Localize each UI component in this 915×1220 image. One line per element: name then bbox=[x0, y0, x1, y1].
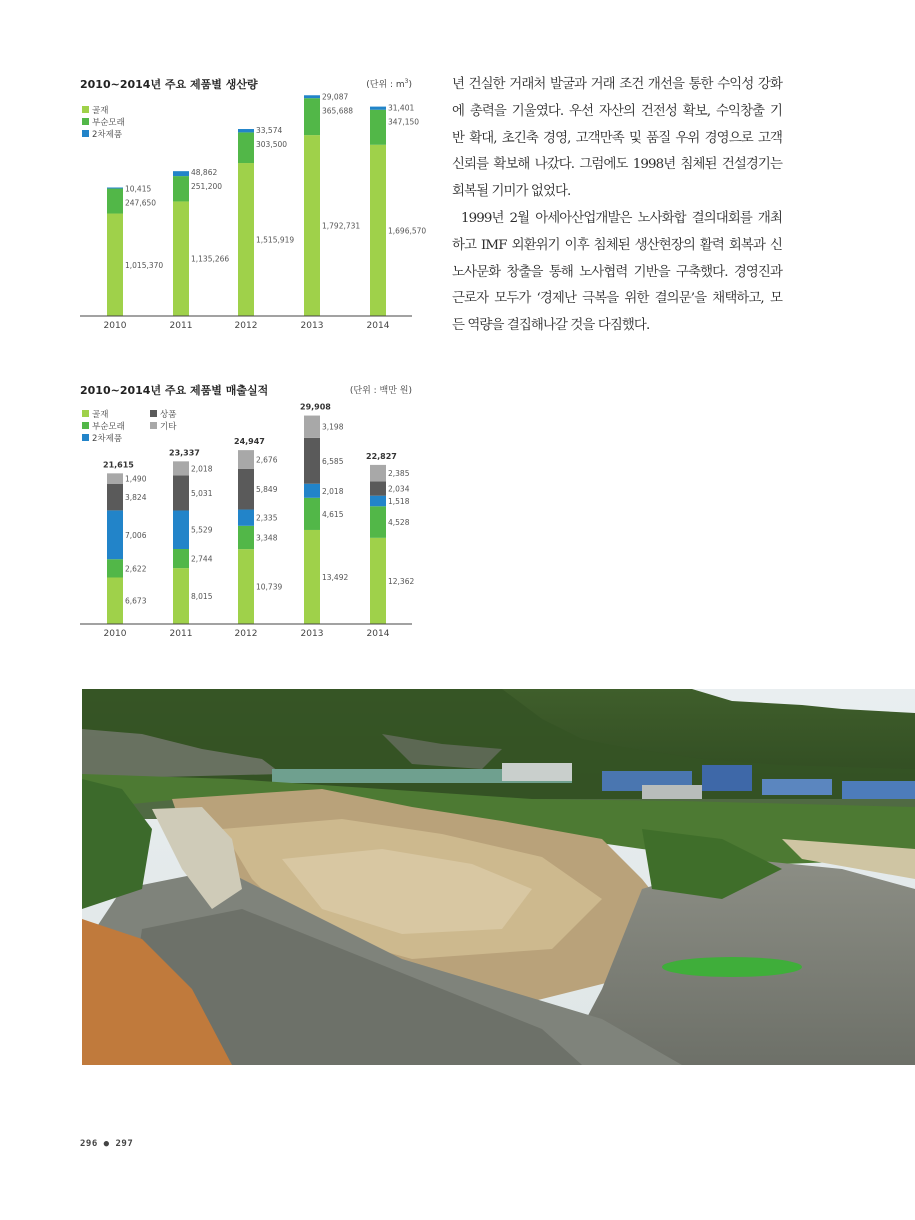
bar-stack-2012 bbox=[238, 450, 254, 624]
data-label: 1,518 bbox=[388, 496, 410, 506]
bar-segment bbox=[370, 496, 386, 507]
bar-segment bbox=[107, 484, 123, 511]
production-chart-plot bbox=[80, 76, 427, 346]
data-label: 12,362 bbox=[388, 576, 415, 586]
bar-segment bbox=[173, 201, 189, 316]
data-label: 1,015,370 bbox=[125, 260, 164, 270]
data-label: 6,585 bbox=[322, 456, 344, 466]
data-labels-2010 bbox=[125, 184, 163, 269]
bar-segment bbox=[370, 482, 386, 496]
legend-label: 상품 bbox=[160, 410, 177, 420]
data-label: 1,515,919 bbox=[256, 235, 295, 245]
legend-label: 골재 bbox=[92, 106, 109, 116]
bar-segment bbox=[238, 510, 254, 526]
bar-segment bbox=[370, 145, 386, 316]
bar-stack-2013 bbox=[304, 416, 320, 624]
data-label: 1,696,570 bbox=[388, 226, 427, 236]
data-label: 1,792,731 bbox=[322, 221, 361, 231]
data-label: 13,492 bbox=[322, 572, 349, 582]
bar-segment bbox=[370, 110, 386, 145]
data-label: 2,676 bbox=[256, 455, 278, 465]
bar-segment bbox=[107, 189, 123, 214]
bar-segment bbox=[107, 214, 123, 316]
body-line: 년 건실한 거래처 발굴과 거래 조건 개선을 통한 수익성 강화 bbox=[452, 77, 782, 92]
body-line: 근로자 모두가 ‘경제난 극복을 위한 결의문’을 채택하고, 모 bbox=[452, 291, 782, 307]
bar-segment bbox=[238, 526, 254, 549]
data-label: 48,862 bbox=[191, 168, 218, 178]
bar-segment bbox=[107, 510, 123, 559]
bar-segment bbox=[304, 416, 320, 438]
data-label: 31,401 bbox=[388, 103, 415, 113]
data-label: 2,335 bbox=[256, 513, 278, 523]
data-label: 29,087 bbox=[322, 92, 349, 102]
total-label: 21,615 bbox=[103, 460, 134, 470]
data-label: 3,348 bbox=[256, 533, 278, 543]
chart-legend bbox=[82, 105, 125, 140]
bar-segment bbox=[107, 473, 123, 483]
data-label: 4,615 bbox=[322, 509, 344, 519]
data-label: 365,688 bbox=[322, 106, 354, 116]
bar-segment bbox=[173, 171, 189, 176]
bar-segment bbox=[370, 538, 386, 624]
total-label: 23,337 bbox=[169, 448, 200, 458]
bar-segment bbox=[173, 568, 189, 624]
body-line: 든 역량을 결집해나갈 것을 다짐했다. bbox=[452, 318, 650, 334]
data-label: 1,135,266 bbox=[191, 254, 230, 264]
bar-segment bbox=[173, 549, 189, 568]
quarry-photo-illustration bbox=[82, 689, 915, 1065]
x-tick-label: 2012 bbox=[234, 321, 258, 331]
x-tick-label: 2013 bbox=[300, 321, 324, 331]
bar-segment bbox=[370, 107, 386, 110]
data-label: 303,500 bbox=[256, 140, 288, 150]
x-tick-label: 2012 bbox=[234, 629, 258, 639]
total-label: 22,827 bbox=[366, 451, 397, 461]
data-label: 247,650 bbox=[125, 198, 157, 208]
chart-unit: (단위 : 백만 원) bbox=[349, 386, 412, 396]
x-tick-label: 2010 bbox=[103, 321, 127, 331]
legend-label: 골재 bbox=[92, 410, 109, 420]
quarry-photo bbox=[82, 689, 915, 1065]
data-label: 10,739 bbox=[256, 582, 283, 592]
body-line: 하고 IMF 외환위기 이후 침체된 생산현장의 활력 회복과 신 bbox=[452, 237, 782, 253]
data-labels-2012 bbox=[256, 126, 294, 244]
x-axis-labels bbox=[104, 629, 390, 639]
body-line: 회복될 기미가 없었다. bbox=[452, 184, 571, 200]
legend-label: 2차제품 bbox=[92, 434, 123, 444]
x-tick-label: 2011 bbox=[169, 629, 193, 639]
bar-segment bbox=[304, 95, 320, 98]
bar-segment bbox=[370, 465, 386, 482]
body-line: 에 총력을 기울였다. 우선 자산의 건전성 확보, 수익창출 기 bbox=[452, 103, 782, 119]
bar-segment bbox=[304, 484, 320, 498]
legend-label: 2차제품 bbox=[92, 130, 123, 140]
legend-label: 부순모래 bbox=[92, 422, 125, 432]
bar-segment bbox=[304, 530, 320, 624]
data-label: 2,018 bbox=[322, 486, 344, 496]
data-label: 7,006 bbox=[125, 530, 147, 540]
data-label: 2,034 bbox=[388, 484, 410, 494]
bar-segment bbox=[304, 498, 320, 530]
x-tick-label: 2013 bbox=[300, 629, 324, 639]
legend-label: 기타 bbox=[160, 422, 177, 432]
x-axis-labels bbox=[104, 321, 390, 331]
data-label: 251,200 bbox=[191, 182, 223, 192]
data-label: 6,673 bbox=[125, 596, 147, 606]
bar-segment bbox=[107, 577, 123, 624]
bar-segment bbox=[107, 559, 123, 577]
chart-title: 2010~2014년 주요 제품별 매출실적 bbox=[80, 384, 269, 397]
data-label: 4,528 bbox=[388, 518, 410, 528]
data-label: 2,744 bbox=[191, 554, 213, 564]
bar-stack-2011 bbox=[173, 461, 189, 624]
data-label: 2,018 bbox=[191, 464, 213, 474]
bar-segment bbox=[107, 187, 123, 188]
bar-segment bbox=[370, 506, 386, 538]
data-label: 5,031 bbox=[191, 488, 213, 498]
bar-stack-2010 bbox=[107, 473, 123, 624]
bar-segment bbox=[238, 469, 254, 510]
bar-stack-2014 bbox=[370, 107, 386, 316]
data-label: 2,385 bbox=[388, 469, 410, 479]
x-tick-label: 2014 bbox=[366, 629, 390, 639]
data-label: 2,622 bbox=[125, 564, 147, 574]
bar-stack-2010 bbox=[107, 187, 123, 316]
x-tick-label: 2010 bbox=[103, 629, 127, 639]
body-line: 신뢰를 확보해 나갔다. 그럼에도 1998년 침체된 건설경기는 bbox=[452, 157, 782, 173]
sales-chart-plot bbox=[80, 382, 415, 652]
bar-segment bbox=[173, 475, 189, 510]
legend-swatch bbox=[150, 422, 157, 429]
data-label: 10,415 bbox=[125, 184, 152, 194]
data-labels-2014 bbox=[388, 104, 426, 236]
bar-stack-2012 bbox=[238, 129, 254, 316]
sales-chart bbox=[80, 382, 415, 639]
bar-segment bbox=[304, 98, 320, 135]
legend-swatch bbox=[150, 410, 157, 417]
legend-swatch bbox=[82, 118, 89, 125]
data-labels-2011 bbox=[191, 168, 229, 264]
bar-segment bbox=[238, 129, 254, 132]
bar-stack-2014 bbox=[370, 465, 386, 624]
total-label: 24,947 bbox=[234, 437, 265, 447]
bar-segment bbox=[304, 135, 320, 316]
chart-legend bbox=[82, 409, 177, 444]
bar-segment bbox=[238, 132, 254, 163]
data-label: 3,824 bbox=[125, 493, 147, 503]
data-labels-2013 bbox=[322, 92, 360, 230]
data-label: 3,198 bbox=[322, 422, 344, 432]
data-label: 8,015 bbox=[191, 592, 213, 602]
legend-swatch bbox=[82, 422, 89, 429]
legend-swatch bbox=[82, 410, 89, 417]
body-text bbox=[452, 72, 782, 340]
legend-swatch bbox=[82, 106, 89, 113]
bar-stack-2011 bbox=[173, 171, 189, 316]
legend-swatch bbox=[82, 434, 89, 441]
x-tick-label: 2011 bbox=[169, 321, 193, 331]
bar-segment bbox=[304, 438, 320, 484]
data-label: 33,574 bbox=[256, 126, 283, 136]
production-chart bbox=[80, 76, 427, 331]
bar-segment bbox=[238, 549, 254, 624]
data-label: 347,150 bbox=[388, 117, 420, 127]
data-label: 5,529 bbox=[191, 525, 213, 535]
data-label: 1,490 bbox=[125, 474, 147, 484]
bar-segment bbox=[173, 461, 189, 475]
chart-unit: (단위 : $m^3$) bbox=[366, 78, 412, 90]
x-tick-label: 2014 bbox=[366, 321, 390, 331]
page-number: 296 ● 297 bbox=[80, 1139, 134, 1149]
body-line: 반 확대, 초긴축 경영, 고객만족 및 품질 우위 경영으로 고객 bbox=[452, 130, 782, 146]
bar-segment bbox=[173, 176, 189, 201]
chart-title: 2010~2014년 주요 제품별 생산량 bbox=[80, 78, 258, 91]
bar-stack-2013 bbox=[304, 95, 320, 316]
legend-swatch bbox=[82, 130, 89, 137]
total-label: 29,908 bbox=[300, 402, 331, 412]
bar-segment bbox=[173, 510, 189, 549]
data-label: 5,849 bbox=[256, 485, 278, 495]
body-line: 노사문화 창출을 통해 노사협력 기반을 구축했다. 경영진과 bbox=[452, 264, 782, 280]
legend-label: 부순모래 bbox=[92, 118, 125, 128]
bar-segment bbox=[238, 163, 254, 316]
body-line: 1999년 2월 아세아산업개발은 노사화합 결의대회를 개최 bbox=[461, 210, 782, 226]
bar-segment bbox=[238, 450, 254, 469]
